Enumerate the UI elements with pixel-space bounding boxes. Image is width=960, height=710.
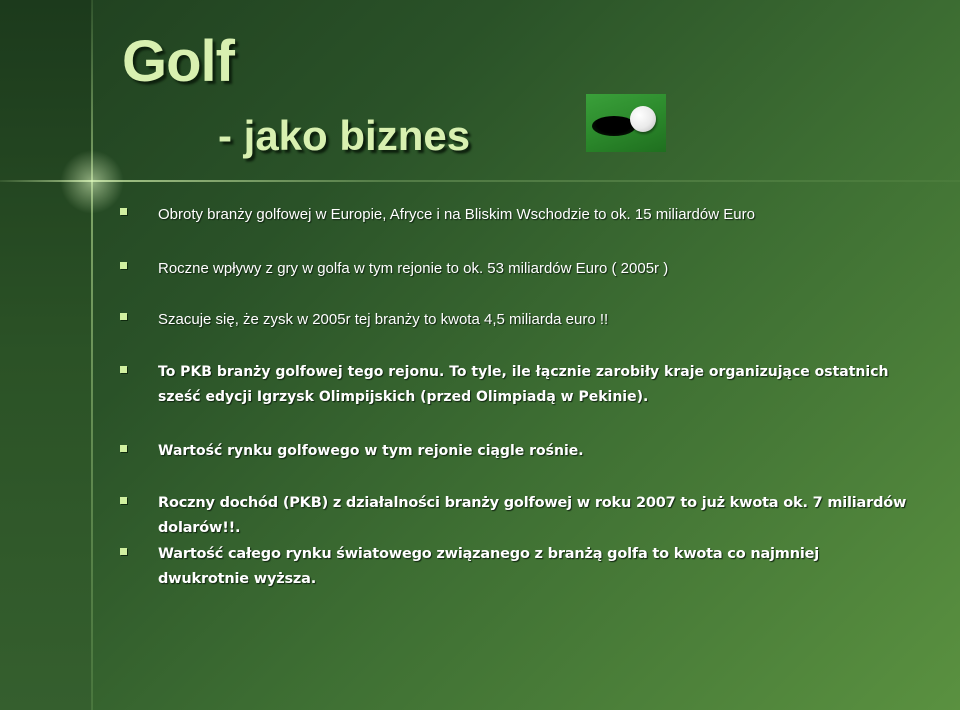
bullet-square-icon	[120, 497, 127, 504]
bullet-text: Roczny dochód (PKB) z działalności branży golfowej w roku 2007 to już kwota ok. 7 miliardów dolarów!!.	[158, 495, 907, 536]
slide-subtitle: - jako biznes	[218, 112, 471, 159]
bullet-square-icon	[120, 445, 127, 452]
bullet-square-icon	[120, 262, 127, 269]
horizontal-decor-line	[0, 180, 960, 182]
bullet-square-icon	[120, 548, 127, 555]
bullet-text: Obroty branży golfowej w Europie, Afryce i na Bliskim Wschodzie to ok. 15 miliardów Euro	[158, 206, 755, 223]
list-item	[120, 307, 910, 332]
bullet-square-icon	[120, 313, 127, 320]
bullet-text: Wartość rynku golfowego w tym rejonie ciągle rośnie.	[158, 443, 584, 459]
bullet-text: Wartość całego rynku światowego związanego z branżą golfa to kwota co najmniej dwukrotnie wyższa.	[158, 546, 820, 587]
bullet-square-icon	[120, 366, 127, 373]
list-item	[120, 202, 910, 227]
golf-ball-shape	[630, 106, 656, 132]
list-item	[120, 360, 910, 410]
list-item	[120, 439, 910, 464]
line-intersection-glow	[60, 150, 124, 214]
left-decor-band	[0, 0, 92, 710]
vertical-decor-line	[91, 0, 93, 710]
list-item	[120, 256, 910, 281]
list-item	[120, 491, 910, 541]
list-item	[120, 542, 910, 592]
bullet-text: To PKB branży golfowej tego rejonu. To tyle, ile łącznie zarobiły kraje organizujące ostatnich sześć edycji Igrzysk Olimpijskich (przed Olimpiadą w Pekinie).	[158, 364, 889, 405]
bullet-text: Roczne wpływy z gry w golfa w tym rejonie to ok. 53 miliardów Euro ( 2005r )	[158, 260, 669, 277]
bullet-text: Szacuje się, że zysk w 2005r tej branży to kwota 4,5 miliarda euro !!	[158, 311, 609, 328]
slide-title: Golf	[122, 29, 234, 94]
golf-ball-image	[586, 94, 666, 152]
bullet-square-icon	[120, 208, 127, 215]
